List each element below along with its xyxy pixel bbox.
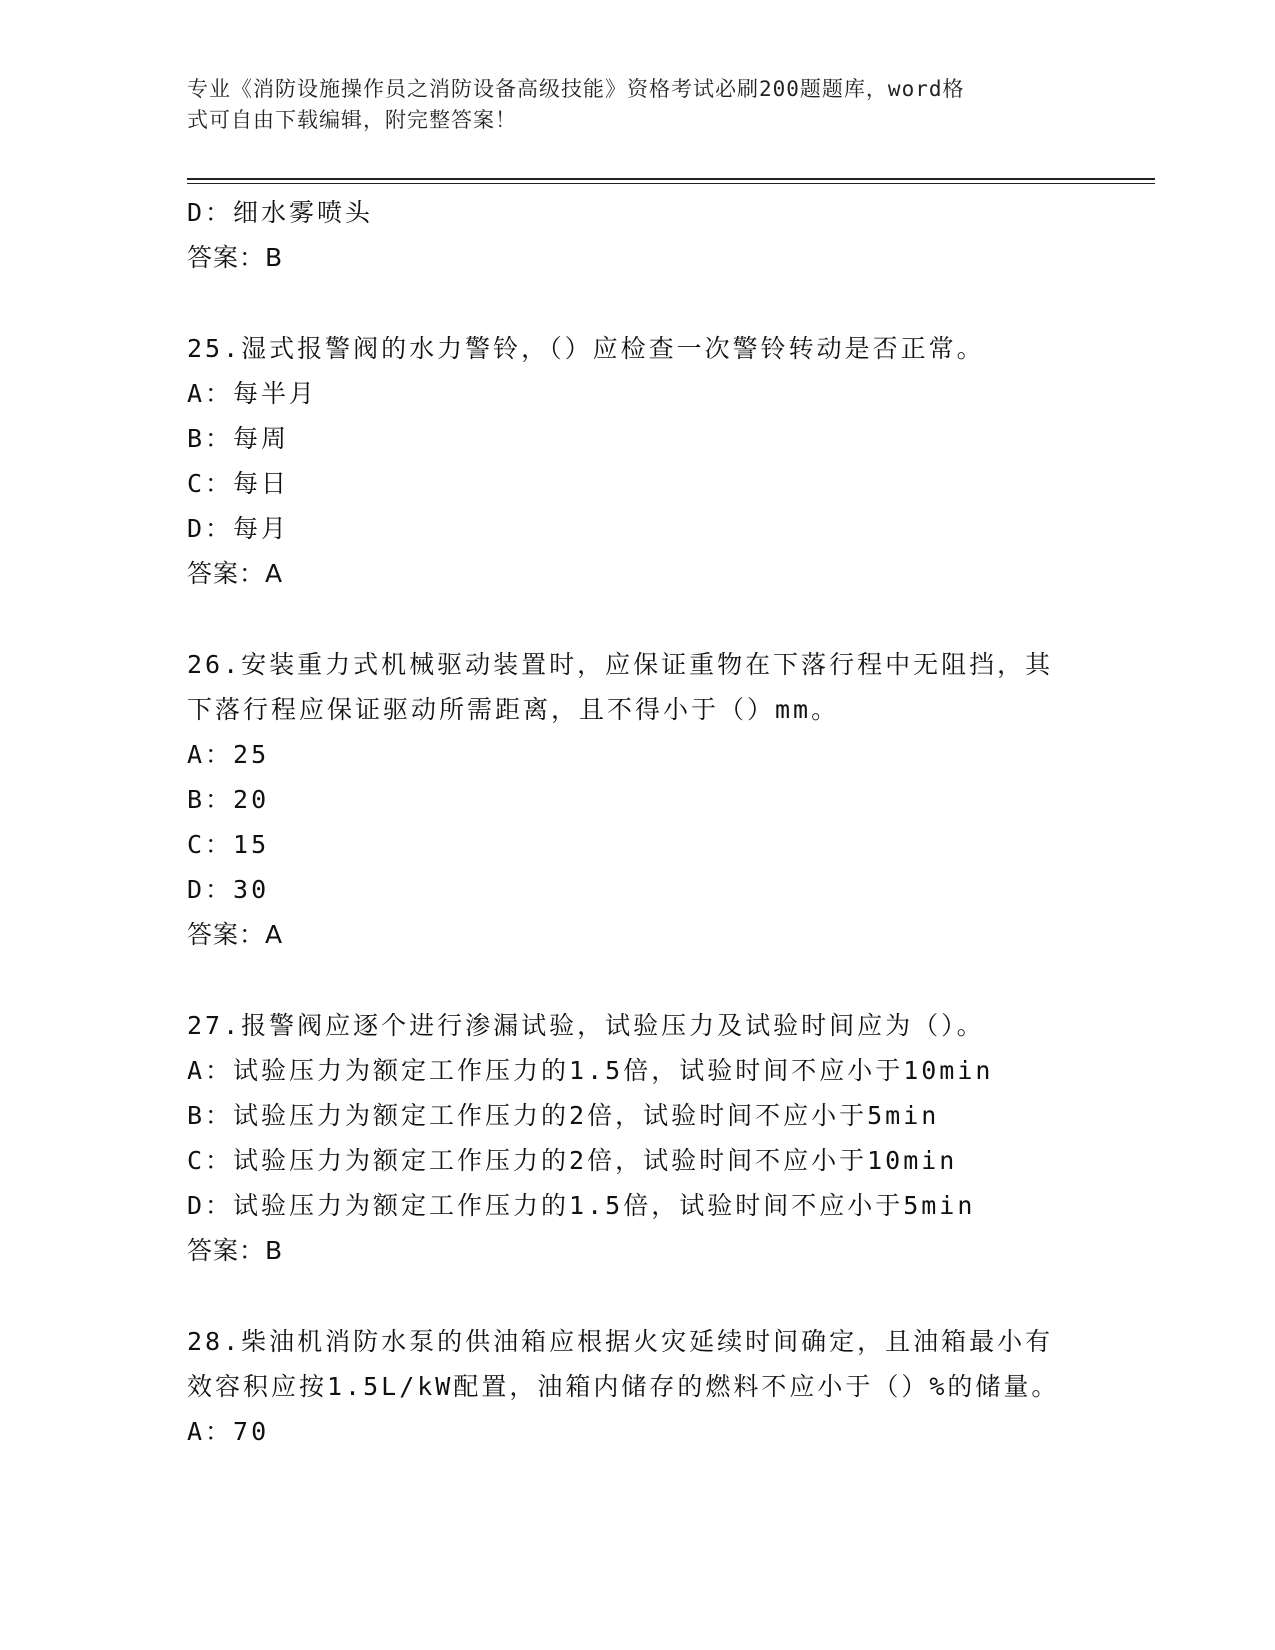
answer-line: 答案：A xyxy=(187,559,284,588)
option-b: B：20 xyxy=(187,785,270,814)
option-a: A：每半月 xyxy=(187,379,318,408)
option-b: B：每周 xyxy=(187,424,290,453)
option-a: A：70 xyxy=(187,1417,270,1446)
option-d: D：每月 xyxy=(187,514,290,543)
option-c: C：15 xyxy=(187,830,270,859)
header-divider-thin xyxy=(187,183,1155,184)
spacer xyxy=(187,957,1087,1003)
option-a: A：25 xyxy=(187,740,270,769)
answer-line: 答案：A xyxy=(187,920,284,949)
question-stem-line-2: 下落行程应保证驱动所需距离，且不得小于（）mm。 xyxy=(187,695,840,724)
question-28 xyxy=(187,1319,1087,1454)
question-stem-line-2: 效容积应按1.5L/kW配置，油箱内储存的燃料不应小于（）%的储量。 xyxy=(187,1372,1060,1401)
spacer xyxy=(187,1273,1087,1319)
question-stem: 25.湿式报警阀的水力警铃，（）应检查一次警铃转动是否正常。 xyxy=(187,334,985,363)
question-25 xyxy=(187,326,1087,596)
option-c: C：每日 xyxy=(187,469,290,498)
header-line-2: 式可自由下载编辑，附完整答案！ xyxy=(187,108,517,132)
question-stem-line-1: 28.柴油机消防水泵的供油箱应根据火灾延续时间确定，且油箱最小有 xyxy=(187,1327,1054,1356)
answer-line: 答案：B xyxy=(187,243,284,272)
option-d: D：试验压力为额定工作压力的1.5倍，试验时间不应小于5min xyxy=(187,1191,976,1220)
answer-line: 答案：B xyxy=(187,1236,284,1265)
option-a: A：试验压力为额定工作压力的1.5倍，试验时间不应小于10min xyxy=(187,1056,994,1085)
spacer xyxy=(187,280,1087,326)
header-line-1: 专业《消防设施操作员之消防设备高级技能》资格考试必刷200题题库，word格 xyxy=(187,77,965,101)
spacer xyxy=(187,596,1087,642)
option-d: D：细水雾喷头 xyxy=(187,198,374,227)
header-divider-thick xyxy=(187,178,1155,180)
question-27 xyxy=(187,1003,1087,1273)
question-26 xyxy=(187,642,1087,957)
question-list xyxy=(187,190,1087,1454)
option-b: B：试验压力为额定工作压力的2倍，试验时间不应小于5min xyxy=(187,1101,940,1130)
question-stem: 27.报警阀应逐个进行渗漏试验，试验压力及试验时间应为（）。 xyxy=(187,1011,985,1040)
option-c: C：试验压力为额定工作压力的2倍，试验时间不应小于10min xyxy=(187,1146,958,1175)
question-stem-line-1: 26.安装重力式机械驱动装置时，应保证重物在下落行程中无阻挡，其 xyxy=(187,650,1054,679)
document-header xyxy=(187,74,1067,136)
question-24-tail xyxy=(187,190,1087,280)
option-d: D：30 xyxy=(187,875,270,904)
